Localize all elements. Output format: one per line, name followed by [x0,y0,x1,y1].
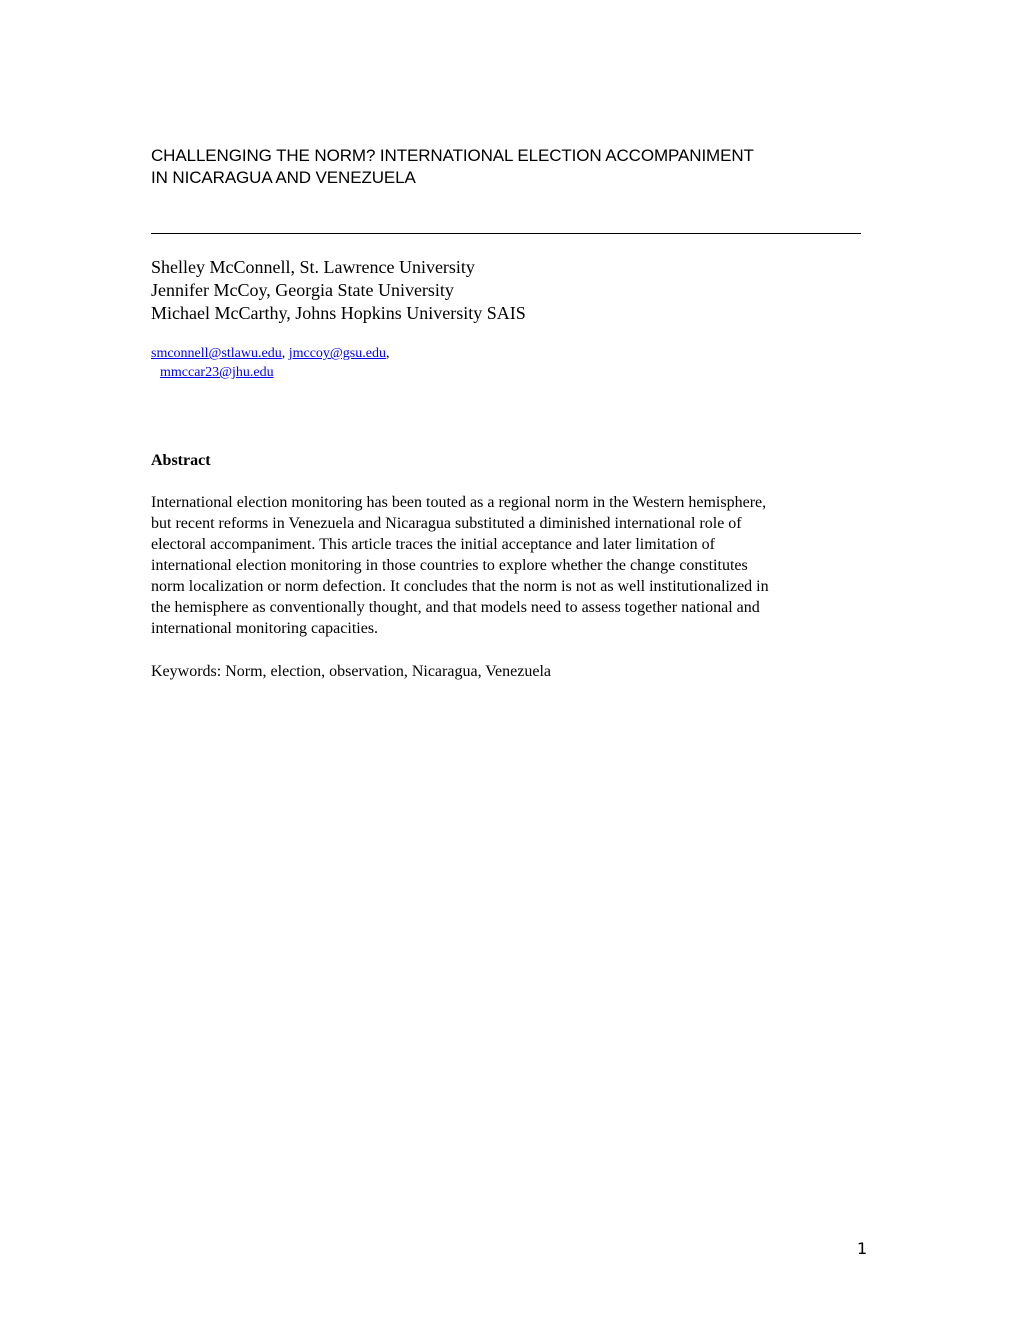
author-3: Michael McCarthy, Johns Hopkins University SAIS [151,303,526,323]
abstract-heading: Abstract [151,452,211,469]
keywords: Keywords: Norm, election, observation, Nicaragua, Venezuela [151,663,552,680]
abstract-line-3: electoral accompaniment. This article traces the initial acceptance and later limitation of [151,536,715,553]
email-line-2 [151,363,389,382]
author-1: Shelley McConnell, St. Lawrence University [151,257,475,277]
abstract-line-6: the hemisphere as conventionally thought, and that models need to assess together national and [151,599,760,616]
author-2: Jennifer McCoy, Georgia State University [151,280,454,300]
abstract-line-4: international election monitoring in those countries to explore whether the change constitutes [151,557,748,574]
author-emails [151,344,389,382]
abstract-line-2: but recent reforms in Venezuela and Nicaragua substituted a diminished international role of [151,515,742,532]
email-link-2[interactable]: jmccoy@gsu.edu [288,346,386,361]
abstract-line-7: international monitoring capacities. [151,620,379,637]
email-line-1 [151,344,389,363]
email-separator: , [281,346,289,361]
author-list [151,256,526,325]
paper-title-line-2: IN NICARAGUA AND VENEZUELA [151,168,416,187]
email-link-3[interactable]: mmccar23@jhu.edu [160,365,274,380]
page-number: 1 [857,1239,868,1258]
email-trailing-comma: , [385,346,390,361]
email-link-1[interactable]: smconnell@stlawu.edu [151,346,282,361]
abstract-line-1: International election monitoring has been touted as a regional norm in the Western hemisphere, [151,494,767,511]
abstract-line-5: norm localization or norm defection. It concludes that the norm is not as well institutionalized in [151,578,769,595]
paper-title [151,145,891,189]
abstract-body [151,492,871,639]
paper-title-line-1: CHALLENGING THE NORM? INTERNATIONAL ELECTION ACCOMPANIMENT [151,146,754,165]
title-separator-rule [151,233,861,234]
